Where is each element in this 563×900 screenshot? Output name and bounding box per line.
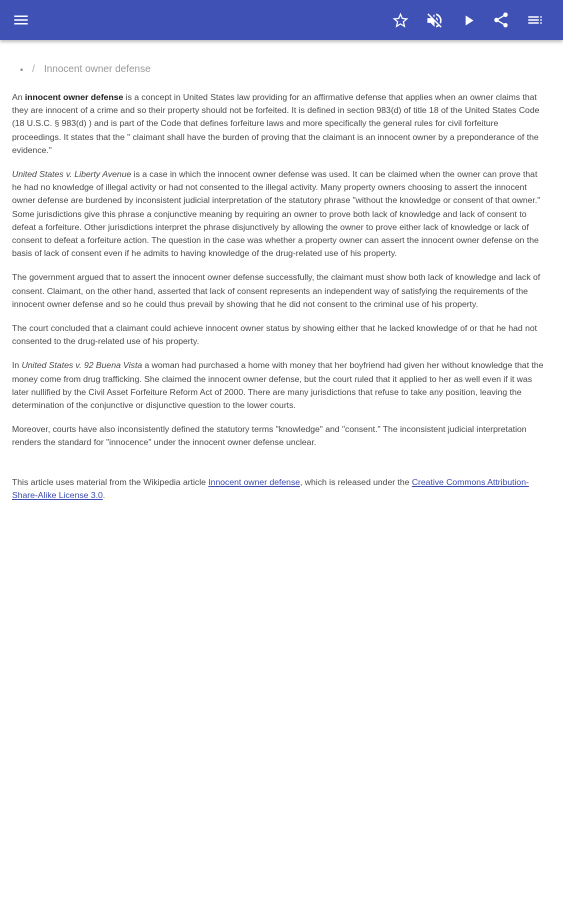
paragraph-text: a woman had purchased a home with money that her boyfriend had given her without knowledge that the money come from drug trafficking. She claimed the innocent owner defense, but the court ruled that it applied to her as well even if it was later nullified by the Civil Asset Forfeiture Reform Act of 2000. There are many jurisdictions that refuse to take any position, leaving the determination of the conjunctive or disjunctive question to the lower courts. (12, 360, 544, 411)
star-icon[interactable] (388, 8, 412, 32)
article-paragraph: Moreover, courts have also inconsistently defined the statutory terms "knowledge" and "consent." The inconsistent judicial interpretation renders the standard for "innocence" under the innocent owner defense unclear. (12, 424, 527, 448)
article-content (12, 91, 549, 513)
wikipedia-article-link[interactable]: Innocent owner defense (208, 476, 301, 487)
article-paragraph (12, 359, 549, 412)
paragraph-text: An (12, 92, 25, 102)
article-paragraph: The court concluded that a claimant could achieve innocent owner status by showing either that he lacked knowledge of or that he had not consented to the drug-related use of his property. (12, 323, 538, 347)
app-bar (0, 0, 563, 40)
menu-icon[interactable] (9, 8, 33, 32)
attribution-text: This article uses material from the Wikipedia article (12, 476, 209, 487)
article-term: innocent owner defense (24, 92, 124, 102)
table-of-contents-icon[interactable] (523, 8, 547, 32)
breadcrumb-separator: / (32, 64, 35, 75)
volume-off-icon[interactable] (422, 8, 446, 32)
case-name: United States v. 92 Buena Vista (21, 360, 143, 371)
paragraph-text: is a case in which the innocent owner defense was used. It can be claimed when the owner can prove that he had no knowledge of illegal activity or had not consented to the illegal activity. Many property owners choosing to assert the innocent owner defense are burdened by inconsistent judicial interpretation of the statutory phrase "without the knowledge or consent of that owner." Some jurisdictions give this phrase a conjunctive meaning by requiring an owner to prove both lack of knowledge and lack of consent to defeat a forfeiture. Other jurisdictions interpret the phrase disjunctively by allowing the owner to prove either lack of knowledge or lack of consent to defeat a forfeiture action. The question in the case was whether a property owner can assert the innocent owner defense on the basis of lack of consent even if he admits to having knowledge of the drug-related use of his property. (12, 169, 541, 259)
play-icon[interactable] (456, 8, 480, 32)
breadcrumb-home[interactable]: • (20, 64, 24, 75)
share-icon[interactable] (489, 8, 513, 32)
attribution (12, 476, 549, 502)
article-paragraph (12, 91, 549, 157)
paragraph-text: In (12, 360, 22, 371)
breadcrumb-current: Innocent owner defense (43, 64, 151, 75)
attribution-text: . (102, 489, 106, 500)
case-name: United States v. Liberty Avenue (12, 169, 132, 180)
license-link[interactable]: Creative Commons Attribution-Share-Alike License 3.0 (12, 476, 529, 500)
attribution-text: , which is released under the (300, 476, 412, 487)
paragraph-text: is a concept in United States law providing for an affirmative defense that applies when an owner claims that they are innocent of a crime and so their property should not be forfeited. It is defined in section 983(d) of title 18 of the United States Code (18 U.S.C. § 983(d) ) and is part of the Code that defines forfeiture laws and more specifically the general rules for civil forfeiture proceedings. It states that the " claimant shall have the burden of proving that the claimant is an innocent owner by a preponderance of the evidence." (12, 92, 540, 155)
breadcrumb (20, 64, 151, 75)
article-paragraph (12, 168, 549, 260)
article-paragraph: The government argued that to assert the innocent owner defense successfully, the claimant must show both lack of knowledge and lack of consent. Claimant, on the other hand, asserted that lack of consent represents an independent way of satisfying the requirements of the innocent owner defense and so he could thus prevail by showing that he did not consent to the criminal use of his property. (12, 272, 541, 309)
